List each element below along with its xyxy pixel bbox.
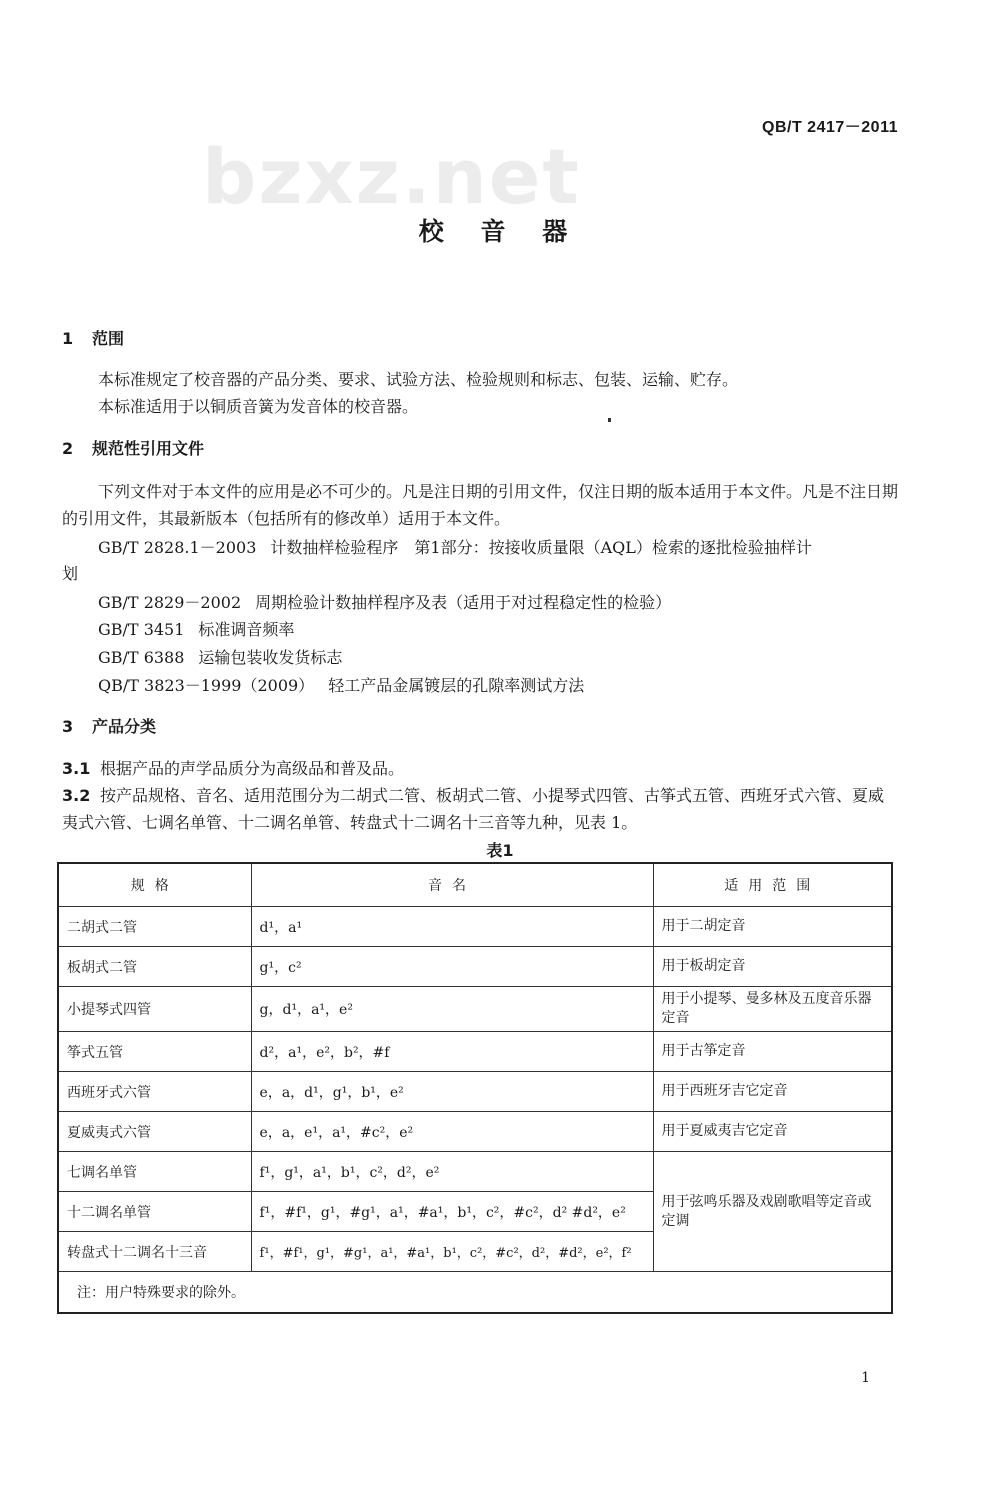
- cell-spec: 板胡式二管: [58, 947, 251, 987]
- reference-item: [98, 617, 294, 640]
- section-1-heading: [62, 326, 124, 349]
- reference-code: GB/T 3451: [98, 620, 185, 639]
- col-header-spec: 规格: [58, 863, 251, 907]
- cell-notes: e，a，d¹，g¹，b¹，e²: [251, 1072, 653, 1112]
- cell-spec: 十二调名单管: [58, 1192, 251, 1232]
- clause-3-1: [62, 755, 898, 782]
- cell-notes: g¹，c²: [251, 947, 653, 987]
- reference-item: [98, 673, 584, 696]
- clause-text: 根据产品的声学品质分为高级品和普及品。: [100, 759, 405, 778]
- table-row: [58, 987, 892, 1032]
- cell-notes: f¹，g¹，a¹，b¹，c²，d²，e²: [251, 1152, 653, 1192]
- cell-spec: 七调名单管: [58, 1152, 251, 1192]
- cell-spec: 夏威夷式六管: [58, 1112, 251, 1152]
- section-number: 1: [62, 329, 74, 348]
- cell-notes: e，a，e¹，a¹，#c²，e²: [251, 1112, 653, 1152]
- reference-code: GB/T 2828.1－2003: [98, 538, 257, 557]
- table-row: [58, 1032, 892, 1072]
- section-title: 规范性引用文件: [92, 439, 205, 458]
- cell-notes: g，d¹，a¹，e²: [251, 987, 653, 1032]
- cell-notes: f¹，#f¹，g¹，#g¹，a¹，#a¹，b¹，c²，#c²，d²，#d²，e²，f²: [251, 1232, 653, 1272]
- section-number: 3: [62, 717, 74, 736]
- clause-text: 按产品规格、音名、适用范围分为二胡式二管、板胡式二管、小提琴式四管、古筝式五管、西班牙式六管、夏威夷式六管、七调名单管、十二调名单管、转盘式十二调名十三音等九种，见表 1。: [62, 786, 885, 832]
- table-row: [58, 1072, 892, 1112]
- table-row: [58, 1112, 892, 1152]
- cell-use: 用于西班牙吉它定音: [653, 1072, 892, 1112]
- reference-wrap: 划: [62, 564, 79, 583]
- clause-3-2: [62, 782, 898, 836]
- table-row: [58, 907, 892, 947]
- section-title: 产品分类: [92, 717, 157, 736]
- table-row: [58, 947, 892, 987]
- cell-spec: 小提琴式四管: [58, 987, 251, 1032]
- section-title: 范围: [92, 329, 125, 348]
- reference-item: [98, 645, 342, 668]
- clause-number: 3.2: [62, 786, 91, 805]
- reference-code: GB/T 6388: [98, 648, 185, 667]
- reference-title: 周期检验计数抽样程序及表（适用于对过程稳定性的检验）: [255, 593, 672, 612]
- reference-title: 运输包装收发货标志: [198, 648, 343, 667]
- watermark: bzxz.net: [202, 132, 581, 221]
- reference-item: [98, 590, 671, 613]
- cell-use: 用于夏威夷吉它定音: [653, 1112, 892, 1152]
- table-row: [58, 1152, 892, 1192]
- col-header-notes: 音名: [251, 863, 653, 907]
- reference-title: 计数抽样检验程序 第1部分：按接收质量限（AQL）检索的逐批检验抽样计: [270, 538, 812, 557]
- cell-use: 用于二胡定音: [653, 907, 892, 947]
- reference-title: 标准调音频率: [198, 620, 295, 639]
- col-header-use: 适用范围: [653, 863, 892, 907]
- table-header-row: [58, 863, 892, 907]
- table-caption: 表1: [486, 841, 514, 860]
- cell-notes: f¹，#f¹，g¹，#g¹，a¹，#a¹，b¹，c²，#c²，d² #d²，e²: [251, 1192, 653, 1232]
- standard-code: QB/T 2417－2011: [762, 119, 898, 136]
- section-2-intro: 下列文件对于本文件的应用是必不可少的。凡是注日期的引用文件，仅注日期的版本适用于本文件。凡是不注日期的引用文件，其最新版本（包括所有的修改单）适用于本文件。: [62, 482, 899, 528]
- reference-code: GB/T 2829－2002: [98, 593, 242, 612]
- cell-spec: 转盘式十二调名十三音: [58, 1232, 251, 1272]
- cell-use-merged: 用于弦鸣乐器及戏剧歌唱等定音或定调: [653, 1152, 892, 1272]
- table-note: 注：用户特殊要求的除外。: [58, 1272, 892, 1314]
- section-number: 2: [62, 439, 74, 458]
- section-2-heading: [62, 436, 204, 459]
- cell-spec: 筝式五管: [58, 1032, 251, 1072]
- clause-number: 3.1: [62, 759, 91, 778]
- cell-use: 用于小提琴、曼多林及五度音乐器定音: [653, 987, 892, 1032]
- cell-spec: 西班牙式六管: [58, 1072, 251, 1112]
- cell-notes: d¹，a¹: [251, 907, 653, 947]
- table-note-row: [58, 1272, 892, 1314]
- document-title: 校 音 器: [418, 217, 582, 246]
- page-number: 1: [861, 1370, 870, 1386]
- scan-speck: [608, 418, 611, 422]
- reference-code: QB/T 3823－1999（2009）: [98, 676, 315, 695]
- reference-item: [98, 535, 812, 558]
- cell-use: 用于古筝定音: [653, 1032, 892, 1072]
- cell-use: 用于板胡定音: [653, 947, 892, 987]
- cell-notes: d²，a¹，e²，b²，#f: [251, 1032, 653, 1072]
- section-1-para-1: 本标准规定了校音器的产品分类、要求、试验方法、检验规则和标志、包装、运输、贮存。: [98, 370, 739, 389]
- spec-table: [57, 862, 893, 1314]
- cell-spec: 二胡式二管: [58, 907, 251, 947]
- reference-title: 轻工产品金属镀层的孔隙率测试方法: [328, 676, 585, 695]
- section-1-para-2: 本标准适用于以铜质音簧为发音体的校音器。: [98, 397, 419, 416]
- section-3-heading: [62, 714, 156, 737]
